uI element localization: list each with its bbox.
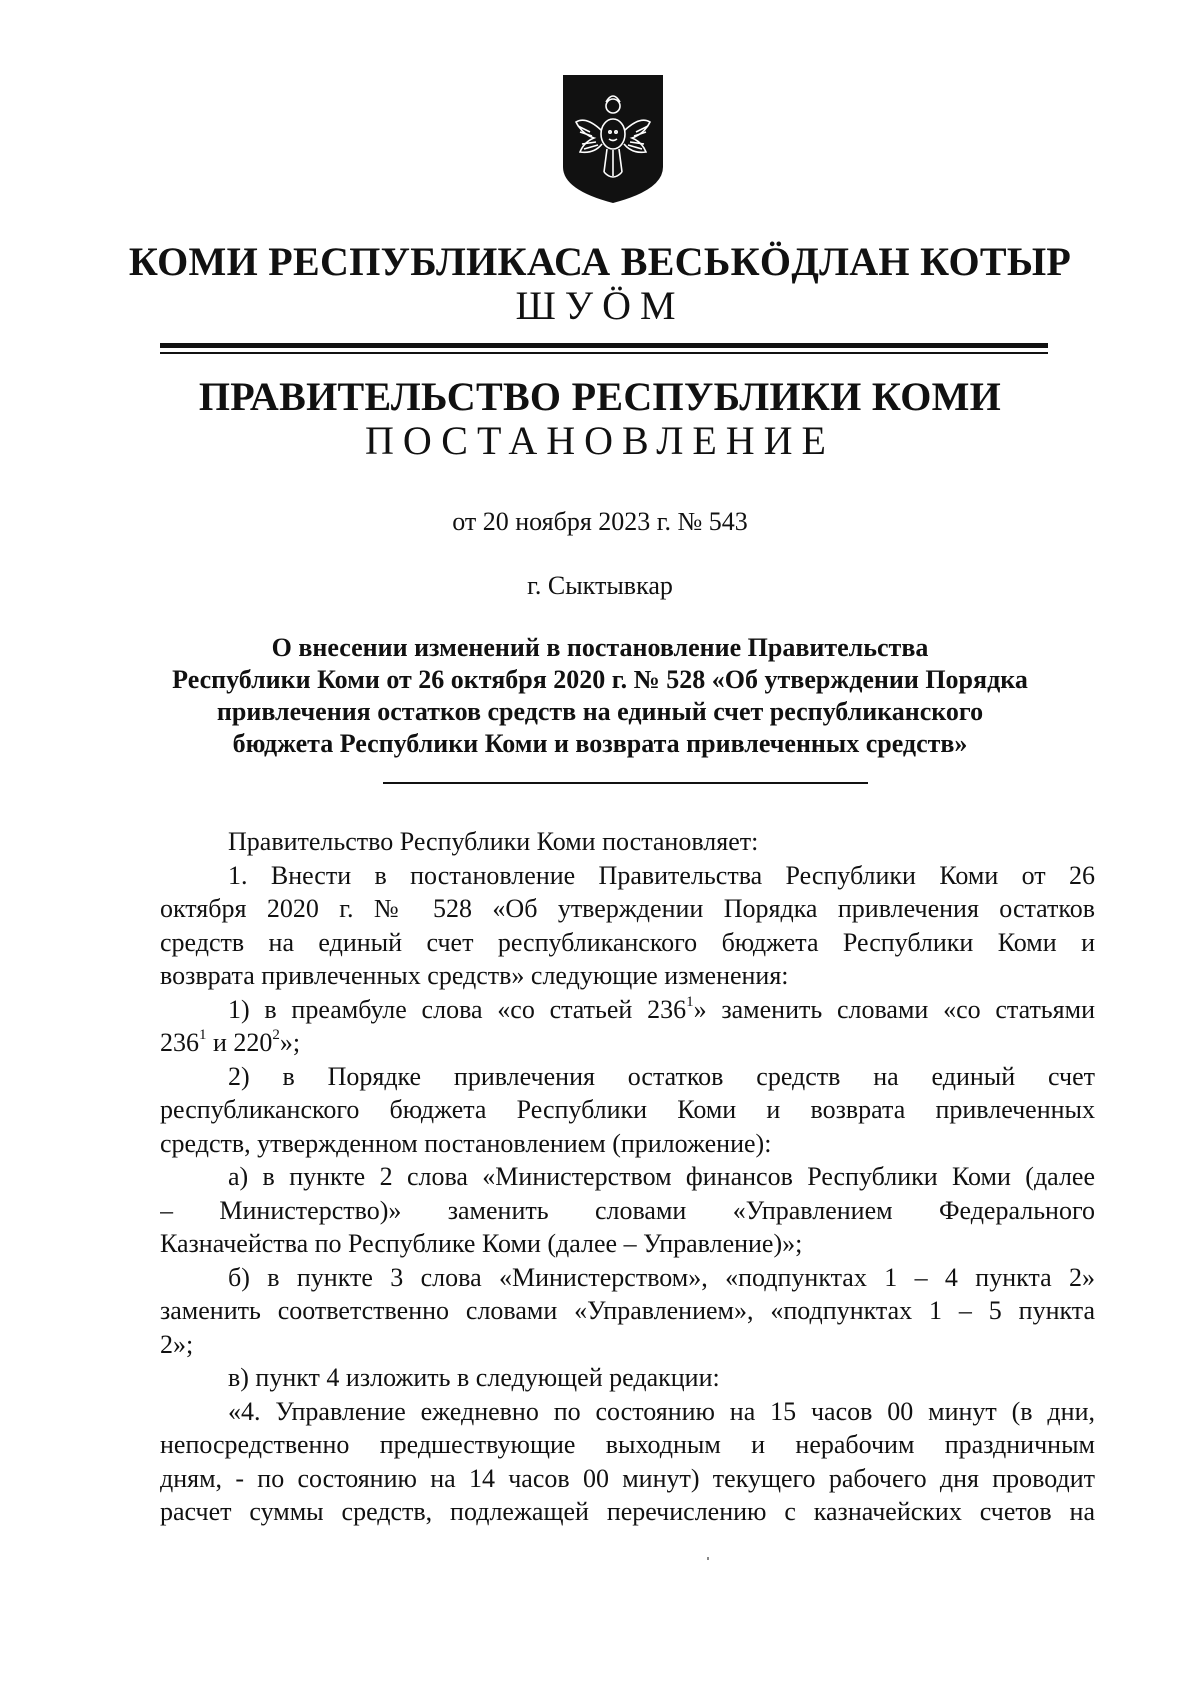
- subitem-1-text: 1) в преамбуле слова «со статьей 236: [228, 994, 687, 1024]
- subitem-2-line: республиканского бюджета Республики Коми и возврата привлеченных: [160, 1095, 1095, 1124]
- document-city: г. Сыктывкар: [527, 571, 673, 600]
- scan-artifact: [707, 1557, 709, 1560]
- item-a-line: – Министерство)» заменить словами «Управлением Федерального: [160, 1195, 1095, 1225]
- item-b-line: заменить соответственно словами «Управлением», «подпунктах 1 – 5 пункта: [160, 1296, 1095, 1325]
- title-line: привлечения остатков средств на единый счет республиканского: [216, 697, 984, 726]
- superscript: 1: [199, 1027, 207, 1044]
- header-divider-thick: [160, 343, 1048, 348]
- document-body: [160, 825, 1095, 1529]
- subitem-1-text: 236: [160, 1028, 199, 1057]
- paragraph-4-line: расчет суммы средств, подлежащей перечислению с казначейских счетов на: [160, 1497, 1095, 1526]
- document-title: [150, 632, 1050, 760]
- coat-of-arms-emblem: [560, 72, 666, 206]
- subitem-1-line: [160, 1026, 1095, 1060]
- komi-government-title: КОМИ РЕСПУБЛИКАСА ВЕСЬКӦДЛАН КОТЫР: [128, 239, 1072, 284]
- subitem-1-text: »;: [279, 1028, 301, 1057]
- subitem-1-text: и 220: [206, 1028, 273, 1057]
- government-title: ПРАВИТЕЛЬСТВО РЕСПУБЛИКИ КОМИ: [198, 374, 1002, 419]
- item-a-line: Казначейства по Республике Коми (далее – Управление)»;: [160, 1229, 803, 1258]
- paragraph-1-line: возврата привлеченных средств» следующие изменения:: [160, 961, 789, 990]
- subitem-2-line: средств, утвержденном постановлением (приложение):: [160, 1128, 772, 1158]
- item-b-line: б) в пункте 3 слова «Министерством», «подпунктах 1 – 4 пункта 2»: [228, 1262, 1095, 1292]
- title-underline: [383, 782, 868, 784]
- item-a-line: а) в пункте 2 слова «Министерством финансов Республики Коми (далее: [228, 1162, 1095, 1191]
- subitem-1-text: » заменить словами «со статьями: [693, 994, 1095, 1024]
- title-line: Республики Коми от 26 октября 2020 г. № 528 «Об утверждении Порядка: [172, 665, 1028, 694]
- document-type: ПОСТАНОВЛЕНИЕ: [365, 418, 835, 463]
- header-divider-thin: [160, 352, 1048, 354]
- superscript: 1: [686, 993, 694, 1010]
- title-line: бюджета Республики Коми и возврата привлеченных средств»: [232, 729, 968, 758]
- preamble-line: Правительство Республики Коми постановляет:: [228, 827, 759, 856]
- paragraph-4-line: непосредственно предшествующие выходным и нерабочим праздничным: [160, 1430, 1095, 1459]
- subitem-1-line: [160, 993, 1095, 1027]
- superscript: 2: [272, 1027, 280, 1044]
- paragraph-1-line: октября 2020 г. № 528 «Об утверждении Порядка привлечения остатков: [160, 894, 1095, 923]
- paragraph-4-line: дням, - по состоянию на 14 часов 00 минут) текущего рабочего дня проводит: [160, 1463, 1095, 1493]
- paragraph-1-line: 1. Внести в постановление Правительства Республики Коми от 26: [228, 860, 1095, 890]
- item-v-line: в) пункт 4 изложить в следующей редакции:: [228, 1363, 720, 1392]
- title-line: О внесении изменений в постановление Правительства: [271, 633, 929, 662]
- paragraph-4-line: «4. Управление ежедневно по состоянию на 15 часов 00 минут (в дни,: [228, 1396, 1095, 1426]
- komi-document-type: ШУӦМ: [515, 283, 685, 328]
- item-b-line: 2»;: [160, 1329, 194, 1359]
- paragraph-1-line: средств на единый счет республиканского бюджета Республики Коми и: [160, 927, 1095, 957]
- document-date-number: от 20 ноября 2023 г. № 543: [452, 507, 748, 536]
- subitem-2-line: 2) в Порядке привлечения остатков средств на единый счет: [228, 1061, 1095, 1091]
